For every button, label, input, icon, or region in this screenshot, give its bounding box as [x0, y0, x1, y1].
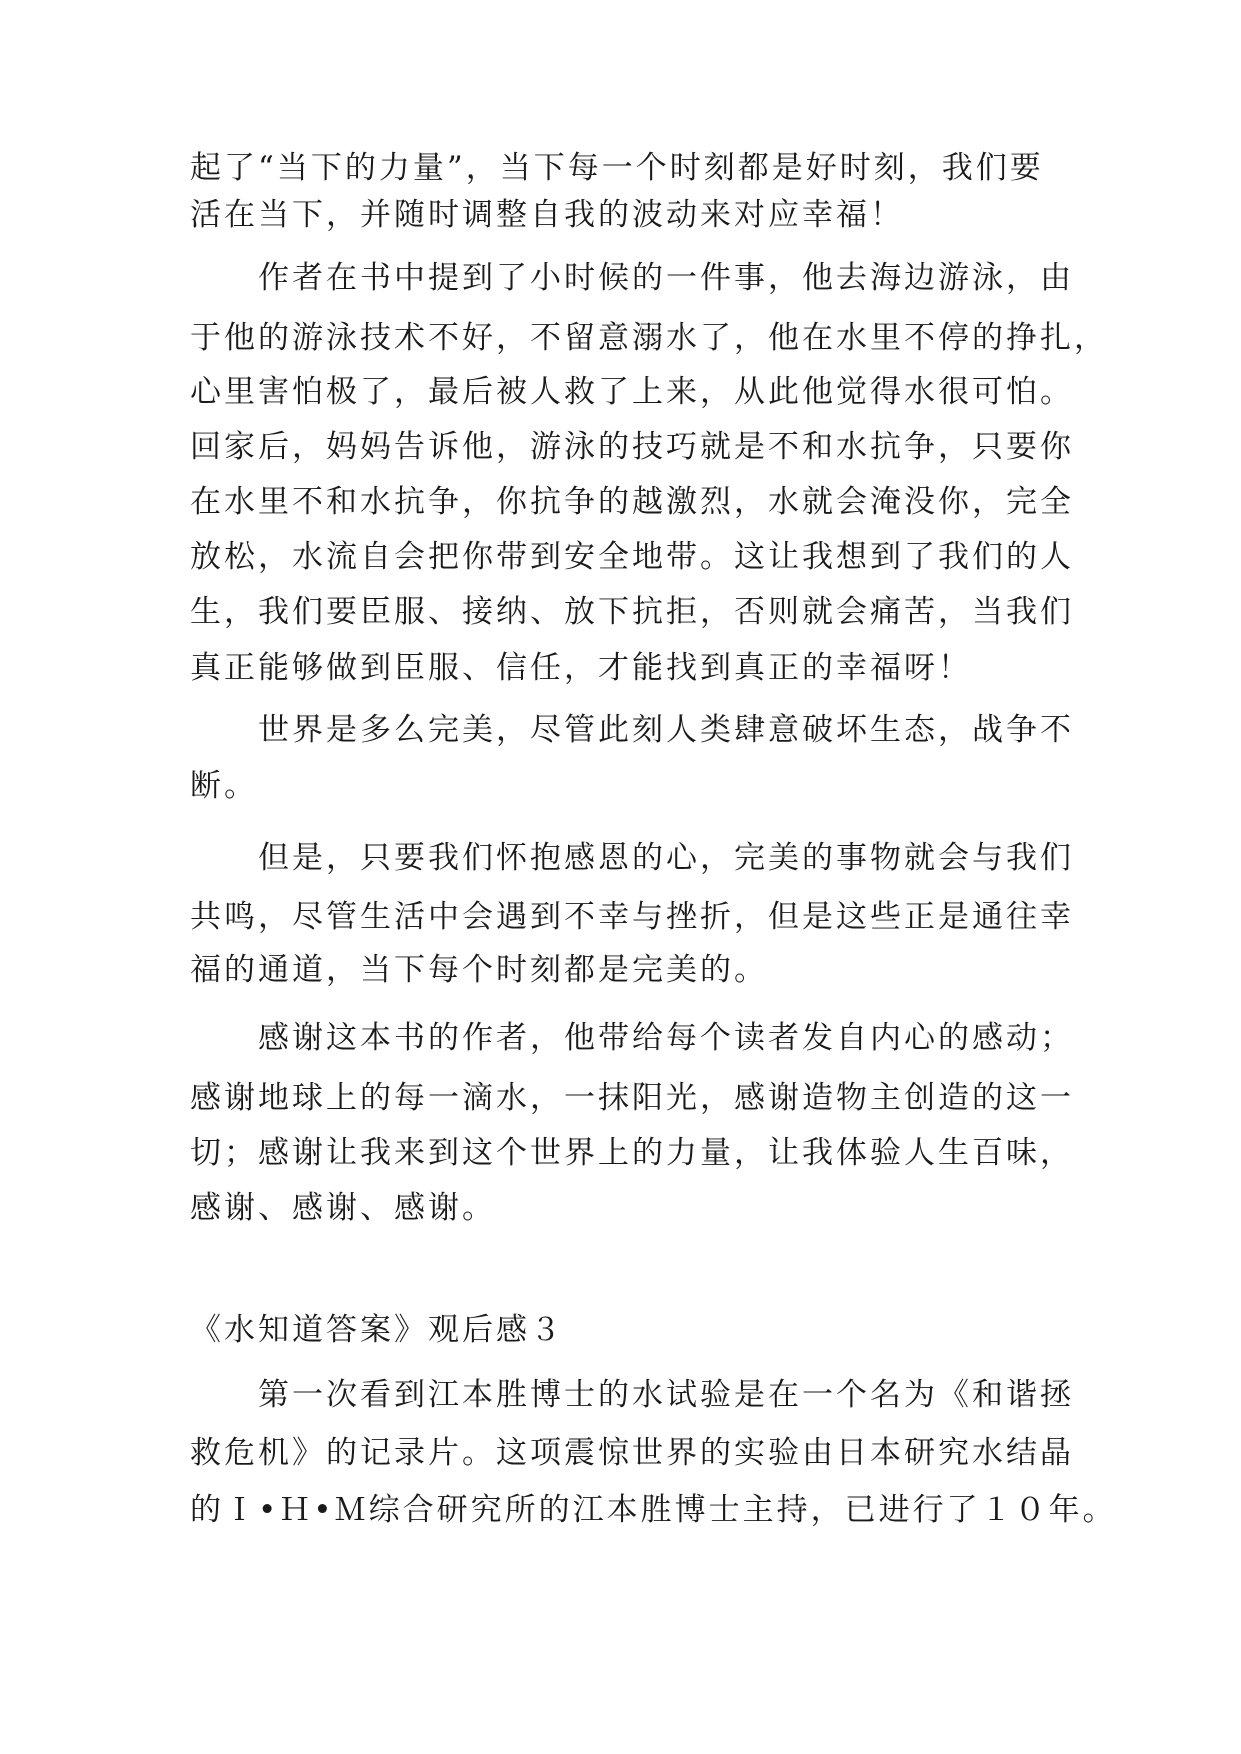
- paragraph-line: 放松，水流自会把你带到安全地带。这让我想到了我们的人: [190, 539, 1074, 575]
- paragraph-line: 起了“当下的力量”，当下每一个时刻都是好时刻，我们要: [190, 150, 1044, 186]
- section-heading: 《水知道答案》观后感３: [190, 1312, 564, 1348]
- paragraph-line: 第一次看到江本胜博士的水试验是在一个名为《和谐拯: [258, 1377, 1074, 1413]
- paragraph-line: 断。: [190, 768, 258, 804]
- paragraph-line: 于他的游泳技术不好，不留意溺水了，他在水里不停的挣扎，: [190, 320, 1108, 356]
- paragraph-line: 感谢这本书的作者，他带给每个读者发自内心的感动；: [258, 1020, 1074, 1056]
- paragraph-line: 世界是多么完美，尽管此刻人类肆意破坏生态，战争不: [258, 712, 1074, 748]
- paragraph-line: 切；感谢让我来到这个世界上的力量，让我体验人生百味，: [190, 1135, 1074, 1171]
- paragraph-line: 但是，只要我们怀抱感恩的心，完美的事物就会与我们: [258, 840, 1074, 876]
- paragraph-line: 活在当下，并随时调整自我的波动来对应幸福！: [190, 197, 904, 233]
- paragraph-line: 感谢地球上的每一滴水，一抹阳光，感谢造物主创造的这一: [190, 1080, 1074, 1116]
- paragraph-line: 福的通道，当下每个时刻都是完美的。: [190, 952, 768, 988]
- paragraph-line: 感谢、感谢、感谢。: [190, 1190, 496, 1226]
- paragraph-line: 救危机》的记录片。这项震惊世界的实验由日本研究水结晶: [190, 1435, 1074, 1471]
- paragraph-line: 真正能够做到臣服、信任，才能找到真正的幸福呀！: [190, 650, 972, 686]
- paragraph-line: 生，我们要臣服、接纳、放下抗拒，否则就会痛苦，当我们: [190, 594, 1074, 630]
- paragraph-line: 在水里不和水抗争，你抗争的越激烈，水就会淹没你，完全: [190, 484, 1074, 520]
- paragraph-line: 回家后，妈妈告诉他，游泳的技巧就是不和水抗争，只要你: [190, 429, 1074, 465]
- paragraph-line: 心里害怕极了，最后被人救了上来，从此他觉得水很可怕。: [190, 374, 1074, 410]
- paragraph-line: 共鸣，尽管生活中会遇到不幸与挫折，但是这些正是通往幸: [190, 899, 1074, 935]
- paragraph-line: 作者在书中提到了小时候的一件事，他去海边游泳，由: [258, 260, 1074, 296]
- paragraph-line: 的Ｉ•Ｈ•Ｍ综合研究所的江本胜博士主持，已进行了１０年。: [190, 1492, 1117, 1528]
